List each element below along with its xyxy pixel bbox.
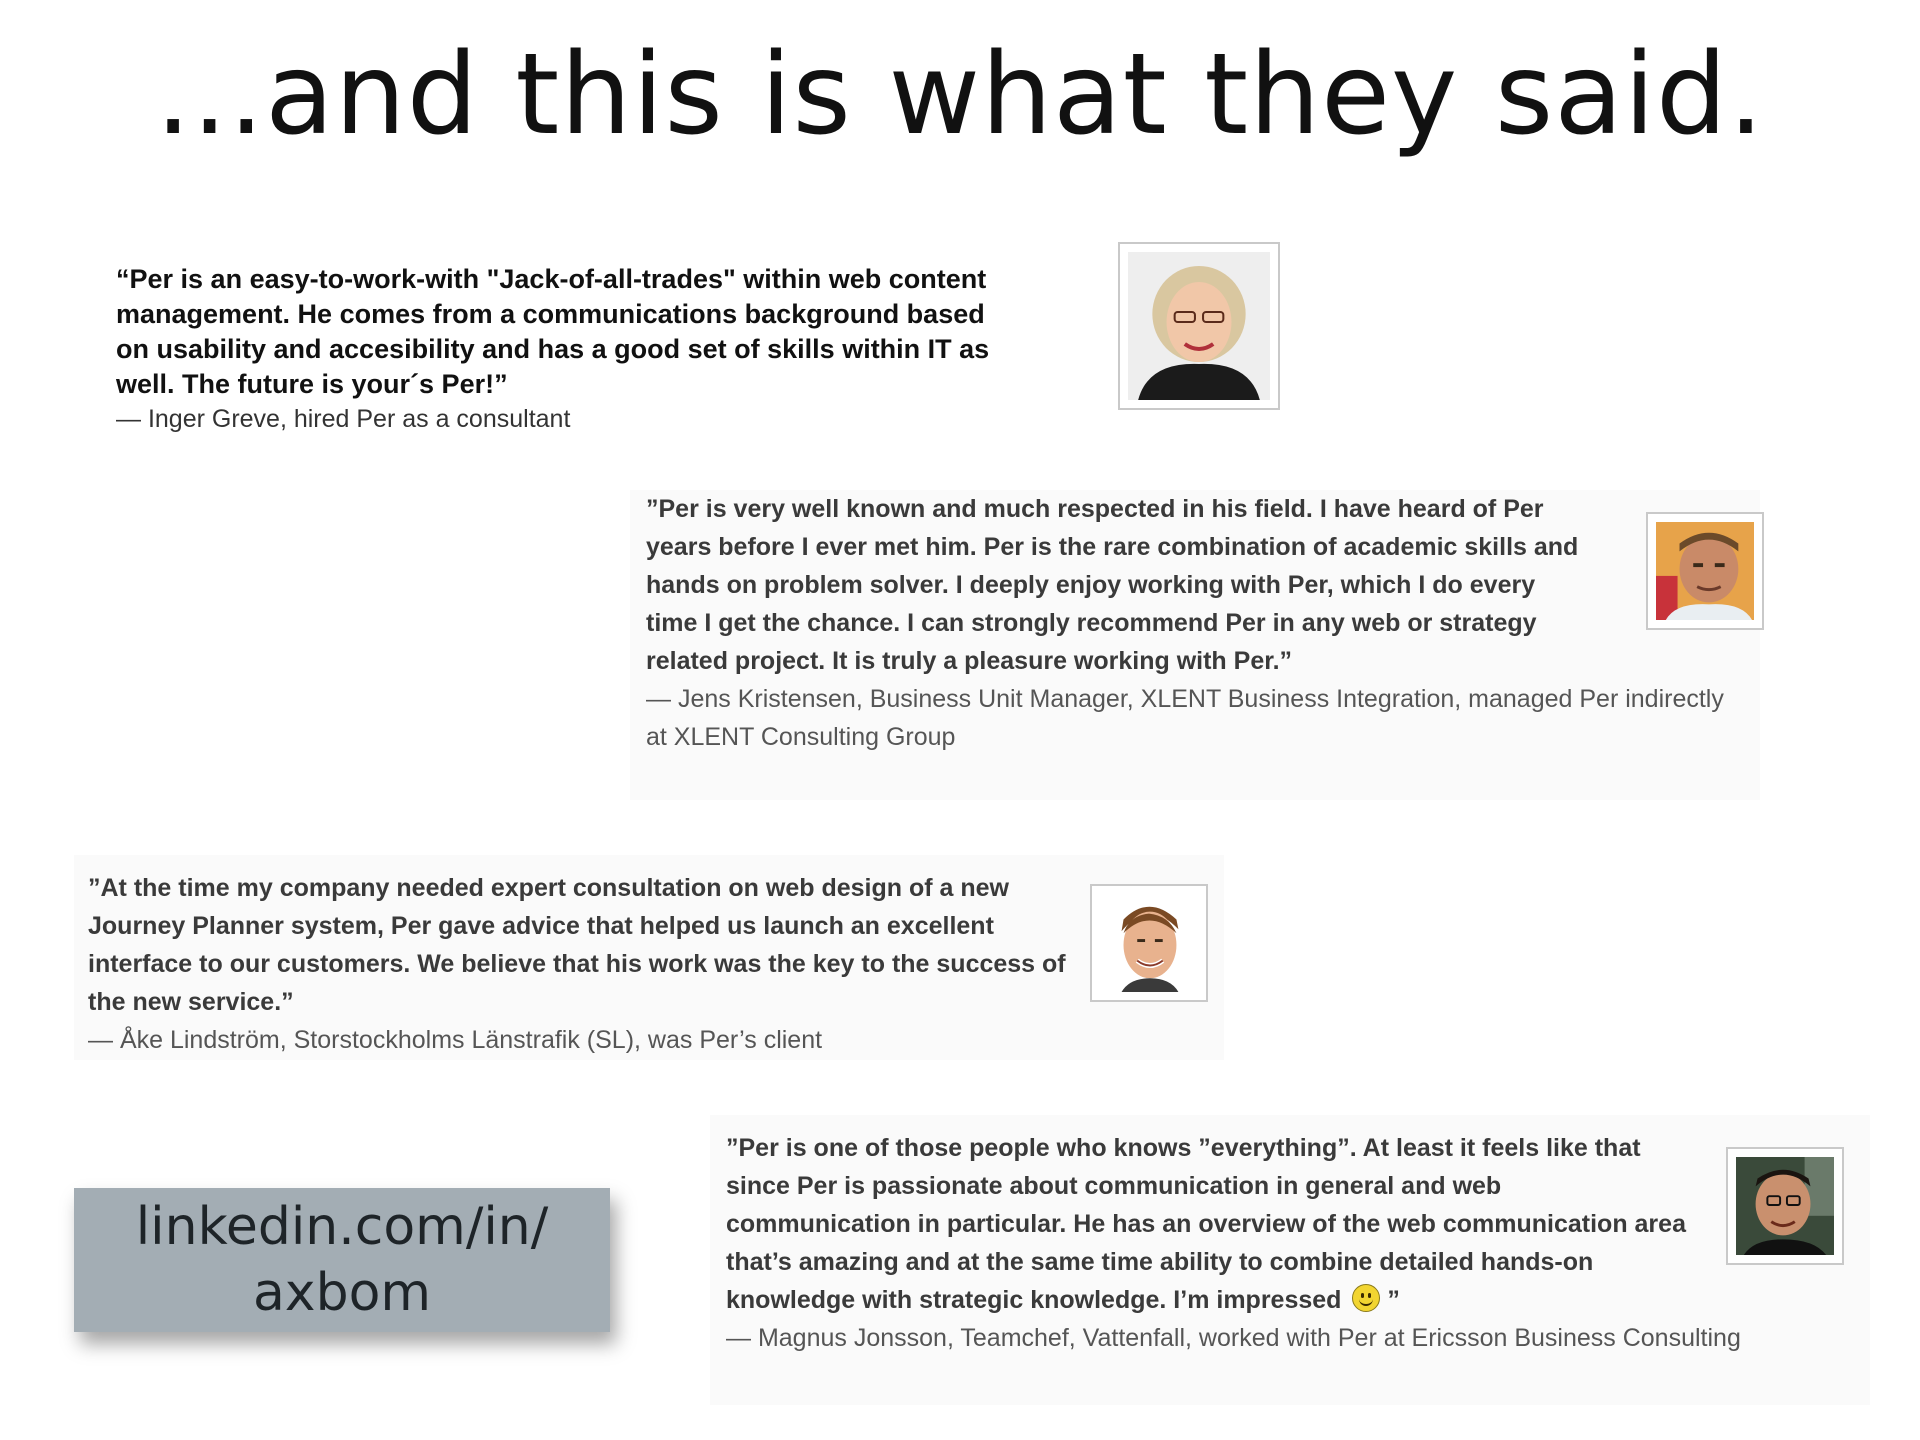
avatar	[1118, 242, 1280, 410]
avatar	[1646, 512, 1764, 630]
testimonial-attribution: — Inger Greve, hired Per as a consultant	[116, 405, 571, 433]
testimonial-card	[630, 490, 1760, 800]
linkedin-url-line2: axbom	[252, 1263, 432, 1323]
testimonial-quote: ”At the time my company needed expert consultation on web design of a new Journey Planner system, Per gave advice that helped us launch an excellent interface to our customers. We believe that his work was the key to the success of the new service.”	[88, 874, 1066, 1016]
testimonial-quote-text: ”Per is one of those people who knows ”everything”. At least it feels like that since Per is passionate about communication in general and web communication in particular. He has an overview of the web communication area that’s amazing and at the same time ability to combine detailed hands-on knowledge with strategic knowledge. I’m impressed	[726, 1134, 1686, 1314]
testimonial-card	[74, 855, 1224, 1060]
testimonial-card	[116, 262, 1016, 437]
testimonial-quote	[726, 1129, 1686, 1319]
avatar	[1090, 884, 1208, 1002]
slide-title: ...and this is what they said.	[155, 30, 1765, 160]
testimonial-quote: “Per is an easy-to-work-with "Jack-of-all-trades" within web content management. He comes from a communications background based on usability and accesibility and has a good set of skills within IT as well. The future is your´s Per!”	[116, 264, 990, 399]
smiley-icon	[1352, 1284, 1380, 1312]
testimonial-quote-end: ”	[1380, 1286, 1400, 1314]
testimonial-attribution: — Åke Lindström, Storstockholms Länstrafik (SL), was Per’s client	[88, 1026, 823, 1054]
testimonial-quote: ”Per is very well known and much respected in his field. I have heard of Per years before I ever met him. Per is the rare combination of academic skills and hands on problem solver. I deeply enjoy working with Per, which I do every time I get the chance. I can strongly recommend Per in any web or strategy related project. It is truly a pleasure working with Per.”	[646, 495, 1579, 675]
avatar	[1726, 1147, 1844, 1265]
testimonial-card	[710, 1115, 1870, 1405]
testimonial-attribution: — Magnus Jonsson, Teamchef, Vattenfall, worked with Per at Ericsson Business Consulting	[726, 1324, 1741, 1352]
testimonial-attribution: — Jens Kristensen, Business Unit Manager, XLENT Business Integration, managed Per indirectly at XLENT Consulting Group	[646, 685, 1724, 751]
linkedin-url-box[interactable]	[74, 1188, 610, 1332]
linkedin-url-line1: linkedin.com/in/	[135, 1197, 549, 1257]
